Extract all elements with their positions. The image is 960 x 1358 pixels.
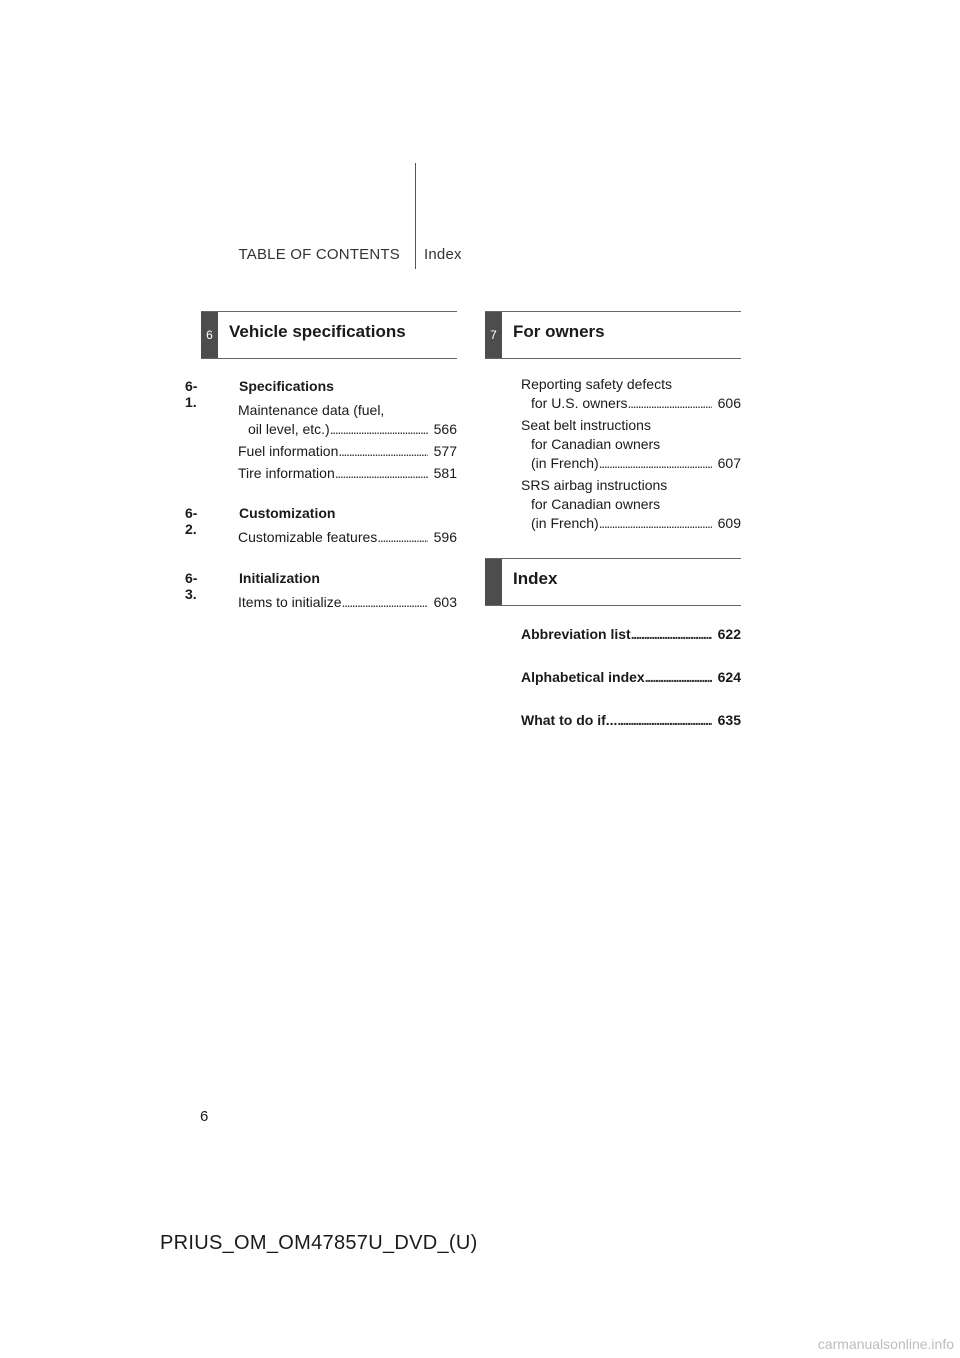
section-title: Vehicle specifications [229, 322, 406, 341]
chapter-number: 6-1. [185, 378, 198, 410]
entry-text-cont: for Canadian owners [531, 496, 661, 512]
chapter-6-1-entries [238, 401, 457, 483]
toc-entry-customizable-features[interactable] [238, 528, 457, 547]
leader-dots [645, 668, 712, 687]
section-title: For owners [513, 322, 605, 341]
toc-entry-fuel-information[interactable] [238, 442, 457, 461]
toc-entry-alphabetical-index[interactable] [521, 668, 741, 687]
for-owners-entries [521, 375, 741, 533]
entry-text: Reporting safety defects [521, 376, 672, 392]
page-ref: 581 [433, 465, 457, 481]
entry-text: Alphabetical index [521, 669, 645, 685]
entry-text-cont: (in French) [531, 515, 599, 531]
page-ref: 596 [433, 529, 457, 545]
toc-entry-srs-airbag-instructions[interactable] [521, 476, 741, 533]
chapter-6-3-entries [238, 593, 457, 612]
chapter-name: Customization [239, 505, 336, 521]
page-ref: 603 [433, 594, 457, 610]
section-title: Index [513, 569, 558, 588]
page-ref: 566 [433, 421, 457, 437]
chapter-number: 6-2. [185, 505, 198, 537]
page-ref: 577 [433, 443, 457, 459]
nav-divider [415, 163, 416, 269]
entry-text: Maintenance data (fuel, [238, 402, 385, 418]
entry-text: Customizable features [238, 529, 378, 545]
entry-text: Items to initialize [238, 594, 342, 610]
entry-text: Seat belt instructions [521, 417, 651, 433]
page-ref: 622 [717, 626, 741, 642]
section-header-for-owners [485, 311, 741, 359]
section-header-vehicle-specifications [201, 311, 457, 359]
leader-dots [617, 711, 711, 730]
page-number: 6 [200, 1108, 209, 1125]
entry-text-cont: for Canadian owners [531, 436, 661, 452]
page-ref: 606 [717, 395, 741, 411]
page-ref: 609 [717, 515, 741, 531]
section-tab-number: 6 [201, 312, 218, 358]
leader-dots [599, 514, 712, 533]
index-entries [521, 625, 741, 730]
toc-entry-maintenance-data[interactable] [238, 401, 457, 439]
leader-dots [341, 593, 427, 612]
chapter-number: 6-3. [185, 570, 198, 602]
leader-dots [599, 454, 712, 473]
toc-entry-tire-information[interactable] [238, 464, 457, 483]
leader-dots [631, 625, 712, 644]
entry-text-cont: oil level, etc.) [248, 421, 330, 437]
entry-text: What to do if... [521, 712, 618, 728]
leader-dots [330, 420, 428, 439]
toc-entry-abbreviation-list[interactable] [521, 625, 741, 644]
entry-text: Abbreviation list [521, 626, 631, 642]
section-header-index [485, 558, 741, 606]
toc-entry-items-to-initialize[interactable] [238, 593, 457, 612]
chapter-name: Initialization [239, 570, 320, 586]
entry-text-cont: for U.S. owners [531, 395, 628, 411]
toc-entry-what-to-do-if[interactable] [521, 711, 741, 730]
page-ref: 607 [717, 455, 741, 471]
nav-index[interactable]: Index [424, 246, 462, 263]
leader-dots [335, 464, 428, 483]
entry-text: SRS airbag instructions [521, 477, 668, 493]
chapter-name: Specifications [239, 378, 334, 394]
entry-text-cont: (in French) [531, 455, 599, 471]
nav-table-of-contents[interactable]: TABLE OF CONTENTS [238, 246, 400, 263]
leader-dots [377, 528, 427, 547]
leader-dots [338, 442, 427, 461]
chapter-6-2-entries [238, 528, 457, 547]
section-tab-number: 7 [485, 312, 502, 358]
document-footer-code: PRIUS_OM_OM47857U_DVD_(U) [160, 1232, 478, 1254]
watermark: carmanualsonline.info [817, 1336, 954, 1352]
page-ref: 635 [717, 712, 741, 728]
entry-text: Tire information [238, 465, 335, 481]
toc-entry-seat-belt-instructions[interactable] [521, 416, 741, 473]
toc-entry-reporting-safety-defects[interactable] [521, 375, 741, 413]
page-ref: 624 [717, 669, 741, 685]
leader-dots [627, 394, 711, 413]
section-tab-blank [485, 559, 502, 605]
entry-text: Fuel information [238, 443, 339, 459]
